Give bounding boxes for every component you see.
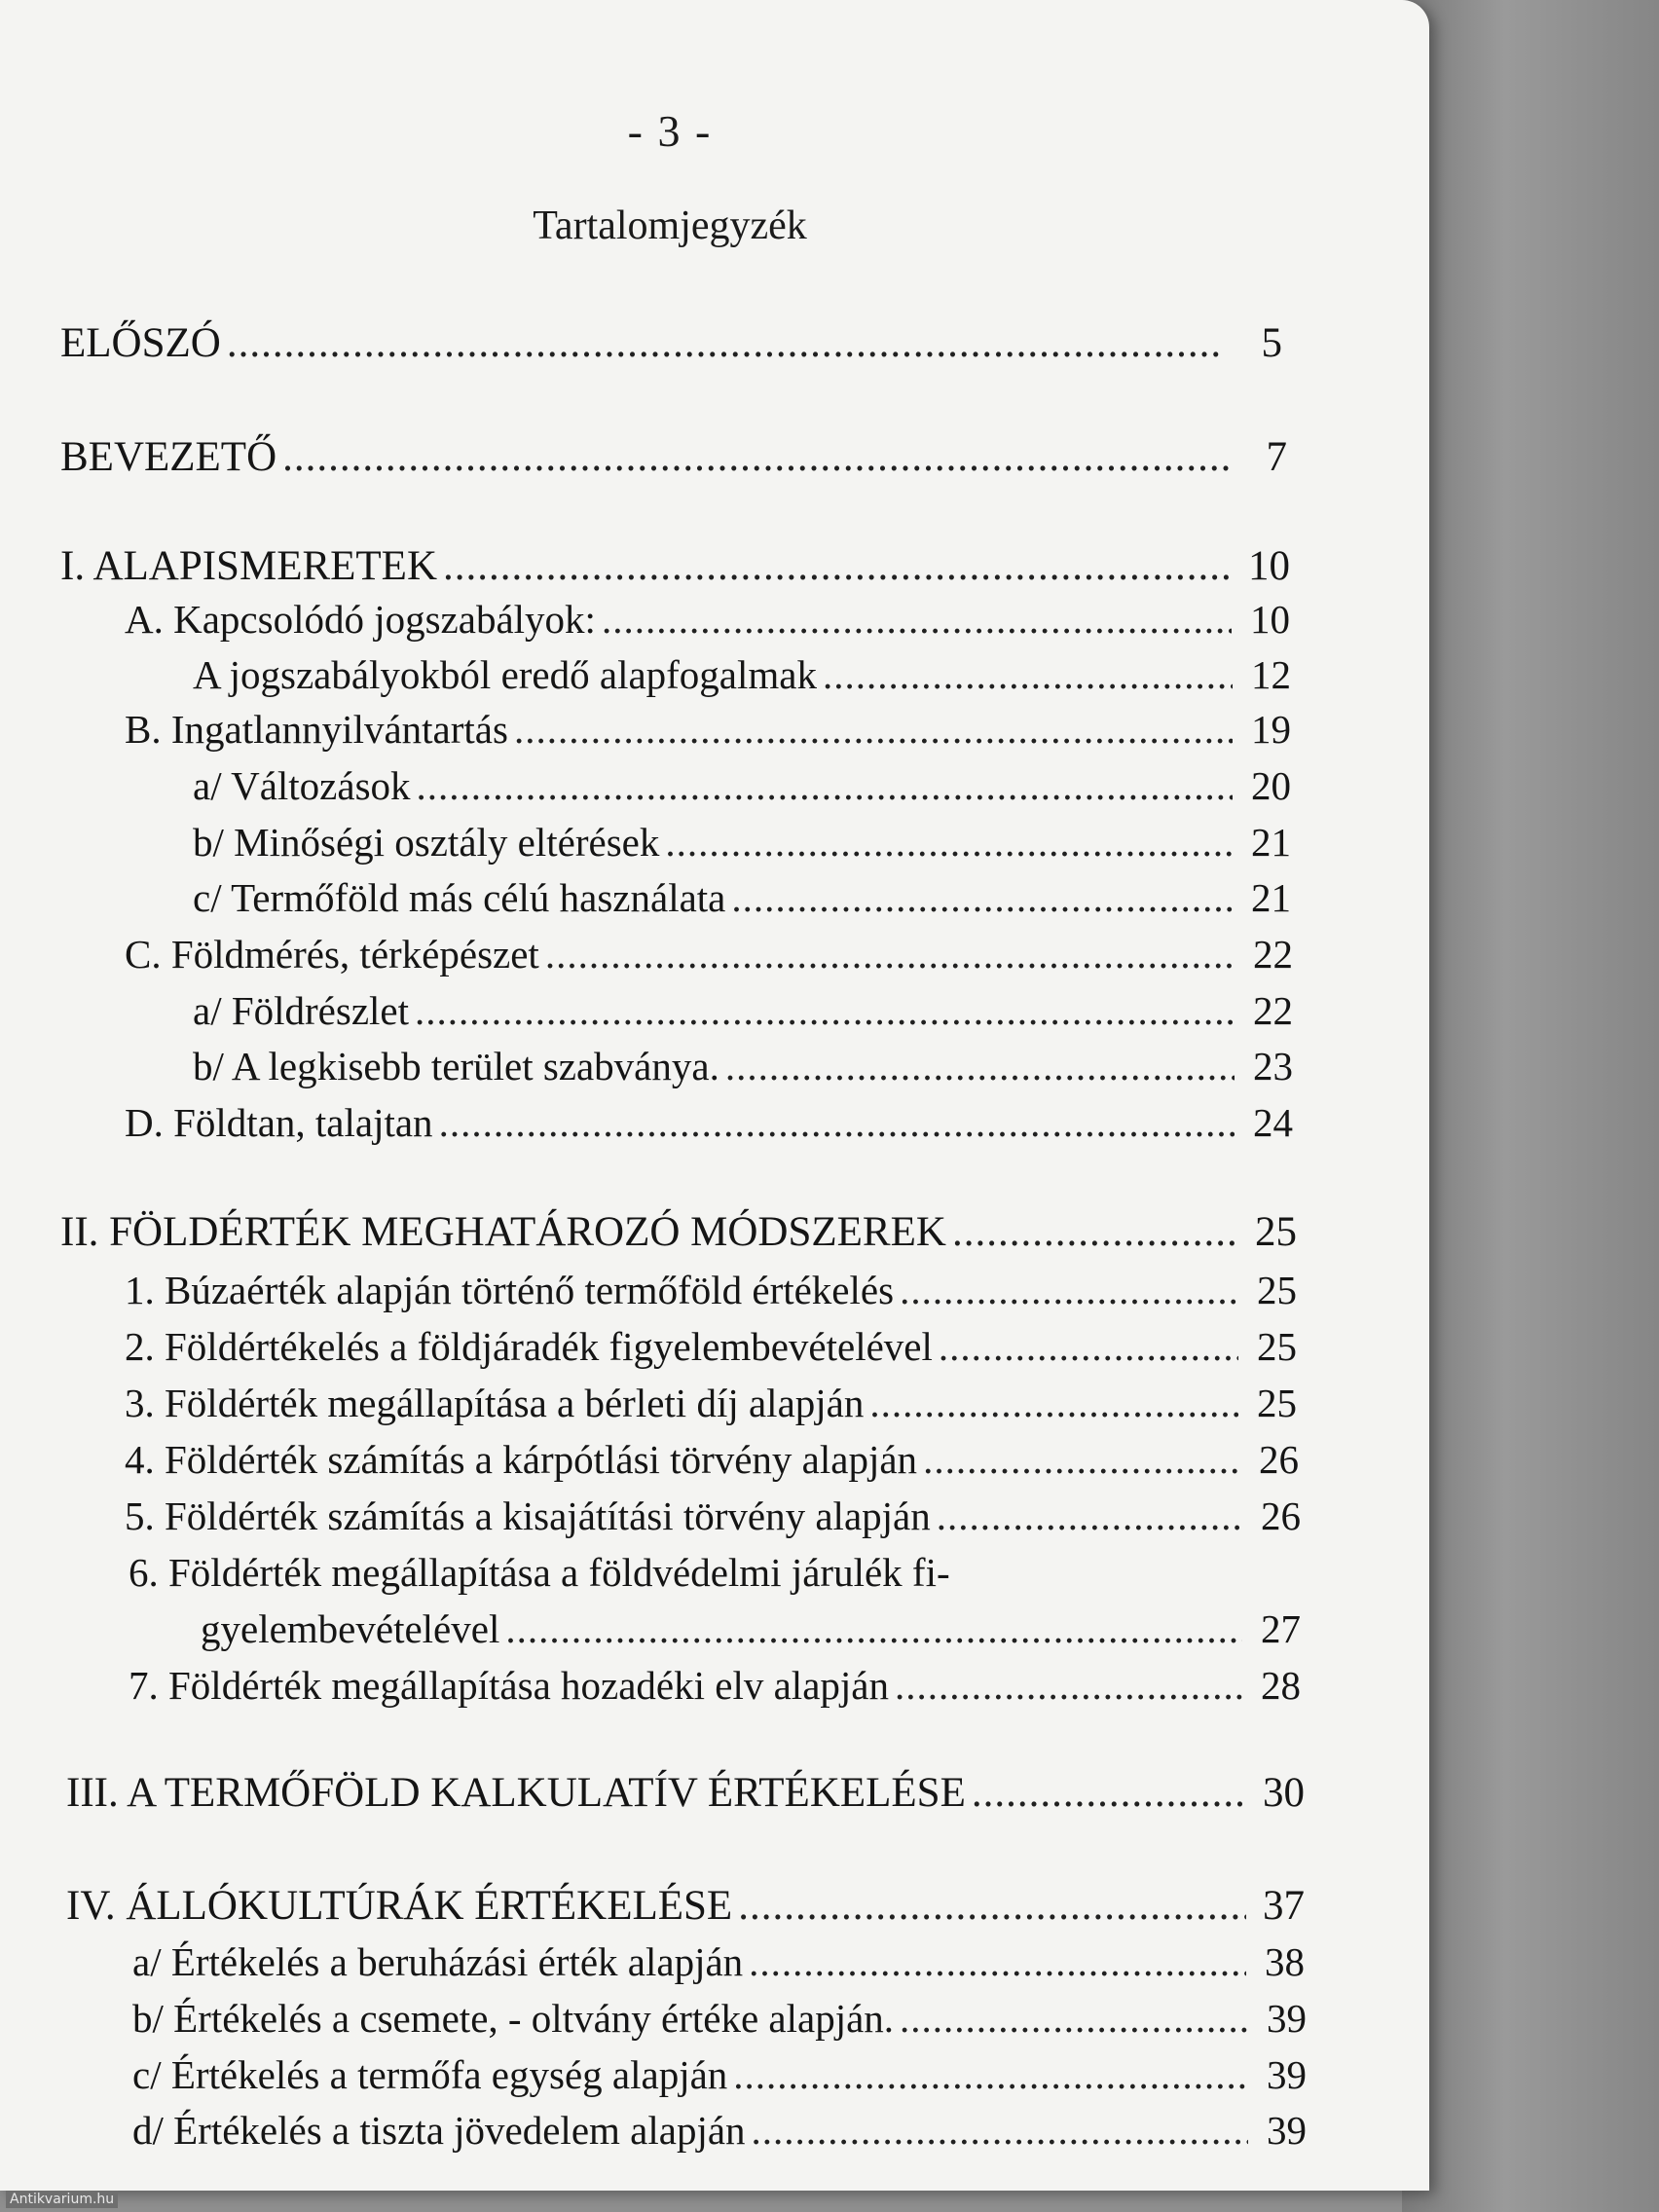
toc-entry-label: III. A TERMŐFÖLD KALKULATÍV ÉRTÉKELÉSE — [66, 1770, 966, 1816]
leader-dots — [417, 760, 1233, 811]
toc-entry-page: 39 — [1267, 1996, 1307, 2041]
toc-entry — [201, 1604, 1301, 1654]
toc-entry — [193, 1041, 1293, 1091]
leader-dots — [900, 1993, 1248, 2044]
leader-dots — [869, 1378, 1238, 1428]
toc-entry-label: B. Ingatlannyilvántartás — [125, 707, 508, 752]
toc-entry-label: a/ Földrészlet — [193, 988, 410, 1033]
page-title: Tartalomjegyzék — [533, 203, 807, 248]
leader-dots — [227, 318, 1224, 369]
toc-entry-page: 30 — [1263, 1770, 1305, 1816]
toc-entry — [193, 817, 1291, 867]
toc-entry-label: D. Földtan, talajtan — [125, 1100, 433, 1145]
toc-entry — [66, 1768, 1305, 1819]
background-surface — [1402, 0, 1659, 2212]
toc-entry — [132, 2049, 1307, 2100]
toc-entry-label: BEVEZETŐ — [60, 434, 277, 480]
toc-entry-page: 22 — [1253, 932, 1293, 977]
toc-entry-label: 1. Búzaérték alapján történő termőföld értékelés — [125, 1268, 895, 1312]
toc-entry — [132, 2105, 1307, 2156]
toc-entry — [132, 1936, 1305, 1987]
toc-entry-label: b/ A legkisebb terület szabványa. — [193, 1044, 719, 1088]
leader-dots — [439, 1097, 1235, 1148]
toc-entry-page: 5 — [1261, 320, 1282, 366]
leader-dots — [665, 817, 1233, 867]
leader-dots — [545, 929, 1235, 979]
page-number: - 3 - — [627, 106, 713, 156]
toc-entry — [193, 649, 1291, 700]
toc-entry-label: b/ Minőségi osztály eltérések — [193, 820, 660, 865]
toc-entry-label: gyelembevételével — [201, 1606, 500, 1651]
toc-entry-label: 4. Földérték számítás a kárpótlási törvény alapján — [125, 1437, 918, 1482]
toc-entry-page: 25 — [1257, 1268, 1297, 1312]
toc-entry-page: 37 — [1263, 1883, 1305, 1929]
toc-entry — [125, 1265, 1297, 1315]
toc-entry-page: 27 — [1261, 1606, 1301, 1651]
toc-entry — [60, 541, 1290, 592]
leader-dots — [514, 704, 1233, 755]
leader-dots — [939, 1321, 1238, 1372]
toc-entry-page: 38 — [1265, 1939, 1305, 1984]
toc-entry-page: 20 — [1251, 763, 1291, 808]
toc-entry — [125, 1097, 1293, 1148]
toc-entry — [125, 1491, 1301, 1541]
toc-entry-page: 23 — [1253, 1044, 1293, 1088]
leader-dots — [282, 432, 1229, 483]
toc-entry-label: d/ Értékelés a tiszta jövedelem alapján — [132, 2108, 746, 2153]
toc-entry-label: C. Földmérés, térképészet — [125, 932, 539, 977]
toc-entry-page: 10 — [1250, 597, 1290, 642]
toc-entry-label: c/ Termőföld más célú használata — [193, 875, 726, 920]
toc-entry — [60, 1207, 1297, 1258]
toc-entry — [193, 985, 1293, 1036]
toc-entry-page: 39 — [1267, 2108, 1307, 2153]
toc-entry-page: 39 — [1267, 2052, 1307, 2097]
toc-entry-label: a/ Változások — [193, 763, 411, 808]
toc-entry — [193, 760, 1291, 811]
toc-entry-label: A. Kapcsolódó jogszabályok: — [125, 597, 596, 642]
toc-entry — [125, 1378, 1297, 1428]
toc-entry-label: 3. Földérték megállapítása a bérleti díj alapján — [125, 1381, 865, 1425]
toc-entry-label: II. FÖLDÉRTÉK MEGHATÁROZÓ MÓDSZEREK — [60, 1209, 946, 1255]
leader-dots — [823, 649, 1233, 700]
leader-dots — [731, 872, 1233, 923]
toc-entry-page: 26 — [1259, 1437, 1299, 1482]
toc-entry-label: 6. Földérték megállapítása a földvédelmi járulék fi- — [129, 1550, 950, 1595]
toc-entry-label: IV. ÁLLÓKULTÚRÁK ÉRTÉKELÉSE — [66, 1883, 733, 1929]
toc-entry — [66, 1881, 1305, 1932]
leader-dots — [443, 541, 1232, 592]
toc-entry-page: 25 — [1257, 1324, 1297, 1369]
leader-dots — [733, 2049, 1248, 2100]
leader-dots — [952, 1207, 1238, 1258]
leader-dots — [752, 2105, 1248, 2156]
toc-entry — [125, 1434, 1299, 1485]
toc-entry — [125, 704, 1291, 755]
leader-dots — [895, 1660, 1242, 1711]
leader-dots — [602, 594, 1232, 645]
leader-dots — [923, 1434, 1240, 1485]
leader-dots — [505, 1604, 1242, 1654]
toc-entry — [129, 1660, 1301, 1711]
toc-entry-label: b/ Értékelés a csemete, - oltvány értéke alapján. — [132, 1996, 895, 2041]
toc-entry-page: 12 — [1251, 652, 1291, 697]
toc-entry-label: 5. Földérték számítás a kisajátítási törvény alapján — [125, 1493, 931, 1538]
toc-entry-label: ELŐSZÓ — [60, 320, 221, 366]
leader-dots — [725, 1041, 1235, 1091]
toc-entry-label: 7. Földérték megállapítása hozadéki elv alapján — [129, 1663, 889, 1708]
toc-entry — [193, 872, 1291, 923]
toc-entry-label: I. ALAPISMERETEK — [60, 543, 437, 589]
toc-entry — [125, 594, 1290, 645]
leader-dots — [415, 985, 1235, 1036]
toc-entry-page: 25 — [1257, 1381, 1297, 1425]
toc-entry-page: 28 — [1261, 1663, 1301, 1708]
toc-entry-page: 10 — [1248, 543, 1290, 589]
toc-entry — [125, 1321, 1297, 1372]
toc-entry — [60, 432, 1287, 483]
toc-entry-page: 7 — [1266, 434, 1287, 480]
leader-dots — [937, 1491, 1242, 1541]
toc-entry-page: 22 — [1253, 988, 1293, 1033]
toc-entry-label: c/ Értékelés a termőfa egység alapján — [132, 2052, 728, 2097]
leader-dots — [738, 1881, 1246, 1932]
toc-entry-page: 24 — [1253, 1100, 1293, 1145]
toc-entry-page: 26 — [1261, 1493, 1301, 1538]
toc-entry-label: A jogszabályokból eredő alapfogalmak — [193, 652, 817, 697]
toc-entry — [132, 1993, 1307, 2044]
toc-entry-label: a/ Értékelés a beruházási érték alapján — [132, 1939, 744, 1984]
leader-dots — [900, 1265, 1238, 1315]
toc-entry-label: 2. Földértékelés a földjáradék figyelembevételével — [125, 1324, 933, 1369]
leader-dots — [972, 1768, 1246, 1819]
toc-entry — [60, 318, 1282, 369]
toc-entry-page: 19 — [1251, 707, 1291, 752]
leader-dots — [749, 1936, 1246, 1987]
toc-entry-page: 21 — [1251, 820, 1291, 865]
toc-entry-page: 21 — [1251, 875, 1291, 920]
watermark: Antikvarium.hu — [6, 2191, 118, 2208]
toc-entry — [125, 929, 1293, 979]
toc-entry-page: 25 — [1255, 1209, 1297, 1255]
